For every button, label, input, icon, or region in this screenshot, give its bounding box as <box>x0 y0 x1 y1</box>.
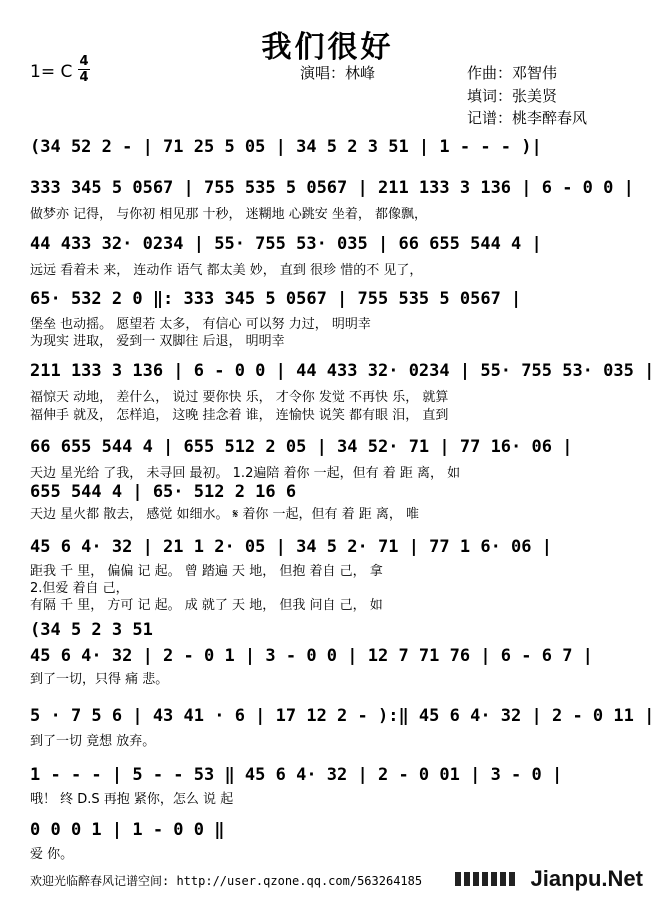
score-line-lyrics: 为现实 进取， 爱到一 双脚往 后退， 明明幸 <box>30 334 285 349</box>
score-line-lyrics: 到了一切 竟想 放弃。 <box>30 734 156 749</box>
score-line-notes: 211 133 3 136 | 6 - 0 0 | 44 433 32· 0234 | 55· 755 53· 035 | <box>30 361 655 381</box>
score-line-notes: 0 0 0 1 | 1 - 0 0 ‖ <box>30 820 225 840</box>
score-line-lyrics: 有隔 千 里， 方可 记 起。 成 就了 天 地， 但我 问自 己， 如 <box>30 598 383 613</box>
score-line-lyrics: 天边 星光给 了我， 未寻回 最初。 1.2遍陪 着你 一起，但有 着 距 离， 如 <box>30 466 461 481</box>
score-line-notes: 655 544 4 | 65· 512 2 16 6 <box>30 482 297 502</box>
score-line-notes: 45 6 4· 32 | 2 - 0 1 | 3 - 0 0 | 12 7 71 76 | 6 - 6 7 | <box>30 646 593 666</box>
score-line-lyrics: 距我 千 里， 偏偏 记 起。 曾 踏遍 天 地， 但抱 着自 己， 拿 <box>30 564 383 579</box>
composer-credit: 作曲：邓智伟 <box>467 64 558 82</box>
time-signature-top: 4 <box>79 54 89 69</box>
score-line-lyrics: 做梦亦 记得， 与你初 相见那 十秒， 迷糊地 心跳安 坐着， 都像飘， <box>30 207 428 222</box>
score-line-lyrics: 到了一切，只得 痛 悲。 <box>30 672 169 687</box>
score-line-lyrics: 堡垒 也动摇。 愿望若 太多， 有信心 可以努 力过， 明明幸 <box>30 317 371 332</box>
score-line-lyrics: 福惊天 动地， 差什么， 说过 要你快 乐， 才令你 发觉 不再快 乐， 就算 <box>30 390 449 405</box>
score-line-lyrics: 爱 你。 <box>30 847 74 862</box>
footer-credit: 欢迎光临醉春风记谱空间: http://user.qzone.qq.com/563264185 <box>30 874 423 888</box>
score-line-notes: 333 345 5 0567 | 755 535 5 0567 | 211 133 3 136 | 6 - 0 0 | <box>30 178 634 198</box>
lyricist-credit: 填词：张美贤 <box>467 87 558 105</box>
score-line-notes: 45 6 4· 32 | 21 1 2· 05 | 34 5 2· 71 | 77 1 6· 06 | <box>30 537 552 557</box>
score-line-notes: (34 52 2 - | 71 25 5 05 | 34 5 2 3 51 | 1 - - - )| <box>30 137 542 157</box>
score-line-lyrics: 远远 看着未 来， 连动作 语气 都太美 妙， 直到 很珍 惜的不 见了， <box>30 263 423 278</box>
score-line-notes: 1 - - - | 5 - - 53 ‖ 45 6 4· 32 | 2 - 0 01 | 3 - 0 | <box>30 765 563 785</box>
time-signature-bottom: 4 <box>79 70 89 85</box>
score-line-notes: 5 · 7 5 6 | 43 41 · 6 | 17 12 2 - ):‖ 45 6 4· 32 | 2 - 0 11 | <box>30 706 655 726</box>
key-signature: 1= C <box>30 62 73 82</box>
score-line-lyrics: 哦！ 终 D.S 再抱 紧你，怎么 说 起 <box>30 792 234 807</box>
watermark-decoration <box>455 872 515 886</box>
singer-credit: 演唱：林峰 <box>300 64 376 82</box>
song-title: 我们很好 <box>261 30 394 65</box>
score-line-lyrics: 天边 星火都 散去， 感觉 如细水。 𝄋 着你 一起，但有 着 距 离， 唯 <box>30 507 420 522</box>
site-logo: Jianpu.Net <box>530 866 643 891</box>
score-line-lyrics: 2.但爱 着自 己， <box>30 581 129 596</box>
score-line-notes: (34 5 2 3 51 <box>30 620 153 640</box>
transcriber-credit: 记谱：桃李醉春风 <box>467 109 588 127</box>
score-line-notes: 66 655 544 4 | 655 512 2 05 | 34 52· 71 | 77 16· 06 | <box>30 437 573 457</box>
score-line-lyrics: 福伸手 就及， 怎样追， 这晚 挂念着 谁， 连愉快 说笑 都有眼 泪， 直到 <box>30 408 449 423</box>
time-signature <box>78 55 90 84</box>
score-line-notes: 44 433 32· 0234 | 55· 755 53· 035 | 66 655 544 4 | <box>30 234 542 254</box>
score-line-notes: 65· 532 2 0 ‖: 333 345 5 0567 | 755 535 5 0567 | <box>30 289 522 309</box>
